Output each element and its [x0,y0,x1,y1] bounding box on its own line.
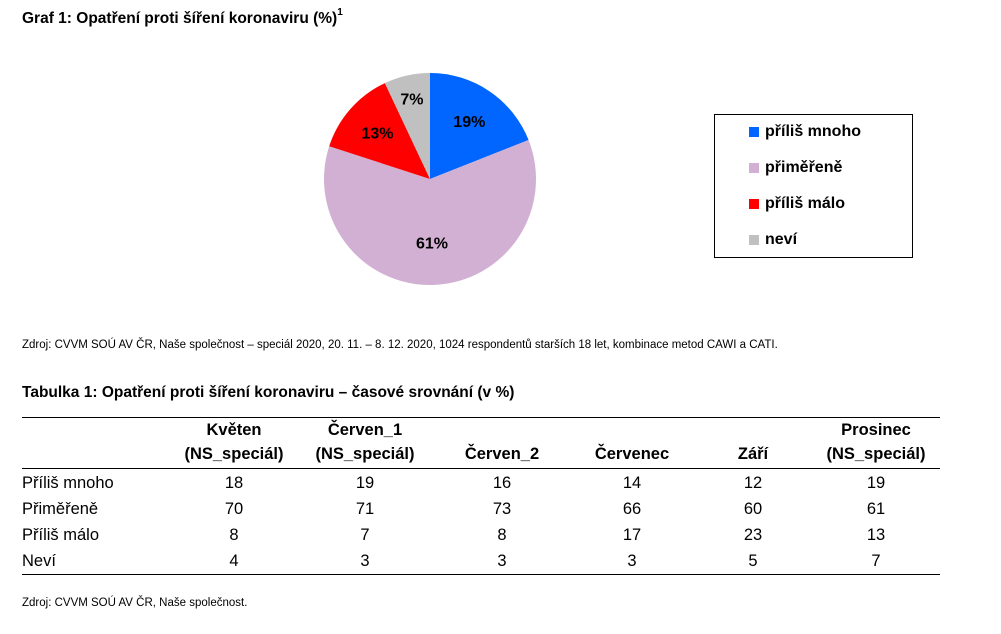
table-cell: 17 [622,526,642,544]
table-cell: 16 [492,474,512,492]
table-row [22,548,940,575]
chart-title-text: Graf 1: Opatření proti šíření koronaviru (%) [22,10,338,27]
pie-slice-label: 61% [415,235,449,253]
table-cell: 5 [748,552,758,570]
table-column-header [172,418,296,469]
column-header-line1 [434,418,570,442]
pie-slice-label: 7% [400,91,424,109]
table-cell: 73 [492,500,512,518]
row-label: Přiměřeně [22,500,99,518]
table-column-header [296,418,434,469]
column-header-line1 [570,418,694,442]
row-label: Příliš málo [22,526,100,544]
column-header-line2: (NS_speciál) [826,445,926,463]
table-cell: 8 [229,526,239,544]
table-cell: 60 [743,500,763,518]
legend-label: přiměřeně [765,159,843,176]
row-label: Neví [22,552,56,570]
legend-swatch [749,199,759,209]
column-header-line1: Prosinec [841,421,911,439]
row-label: Příliš mnoho [22,474,114,492]
legend-swatch [749,163,759,173]
table-cell: 13 [866,526,886,544]
comparison-table [22,417,940,575]
legend-label: příliš málo [765,195,846,212]
legend-label: příliš mnoho [765,123,861,140]
table-corner-cell [22,418,172,469]
table-title: Tabulka 1: Opatření proti šíření koronaviru – časové srovnání (v %) [22,384,515,401]
legend-swatch [749,235,759,245]
legend-item [749,122,861,142]
legend-item [749,194,845,214]
table-cell: 4 [229,552,239,570]
legend-item [749,158,842,178]
table-cell: 61 [866,500,886,518]
table-column-header [812,418,940,469]
pie-slice-label: 13% [361,125,394,143]
table-cell: 7 [871,552,881,570]
column-header-line2: Červenec [594,445,670,463]
table-row [22,522,940,548]
column-header-line2: Září [737,445,769,463]
table-header-row [22,418,940,469]
table-cell: 3 [360,552,370,570]
pie-slice-label: 19% [453,114,486,132]
legend-label: neví [765,231,798,248]
table-cell: 19 [355,474,375,492]
table-row [22,469,940,497]
table-cell: 3 [497,552,507,570]
column-header-line2: (NS_speciál) [315,445,415,463]
table-cell: 14 [622,474,642,492]
table-cell: 23 [743,526,763,544]
table-cell: 19 [866,474,886,492]
table-column-header [570,418,694,469]
table-cell: 71 [355,500,375,518]
table-source-note: Zdroj: CVVM SOÚ AV ČR, Naše společnost. [22,597,248,609]
chart-source-note: Zdroj: CVVM SOÚ AV ČR, Naše společnost – speciál 2020, 20. 11. – 8. 12. 2020, 1024 respondentů starších 18 let, kombinace metod CAWI a CATI. [22,339,778,351]
chart-title-footnote-mark: 1 [337,7,343,18]
table-cell: 8 [497,526,507,544]
table-cell: 3 [627,552,637,570]
table-column-header [434,418,570,469]
legend-item [749,230,797,250]
chart-legend [714,114,913,258]
table-cell: 70 [224,500,244,518]
table-cell: 18 [224,474,244,492]
table-cell: 12 [743,474,763,492]
table-cell: 66 [622,500,642,518]
legend-swatch [749,127,759,137]
column-header-line2: (NS_speciál) [184,445,284,463]
column-header-line1: Červen_1 [327,421,403,439]
column-header-line2: Červen_2 [464,445,540,463]
column-header-line1 [694,418,812,442]
table-row [22,496,940,522]
table-cell: 7 [360,526,370,544]
table-column-header [694,418,812,469]
column-header-line1: Květen [206,421,262,439]
